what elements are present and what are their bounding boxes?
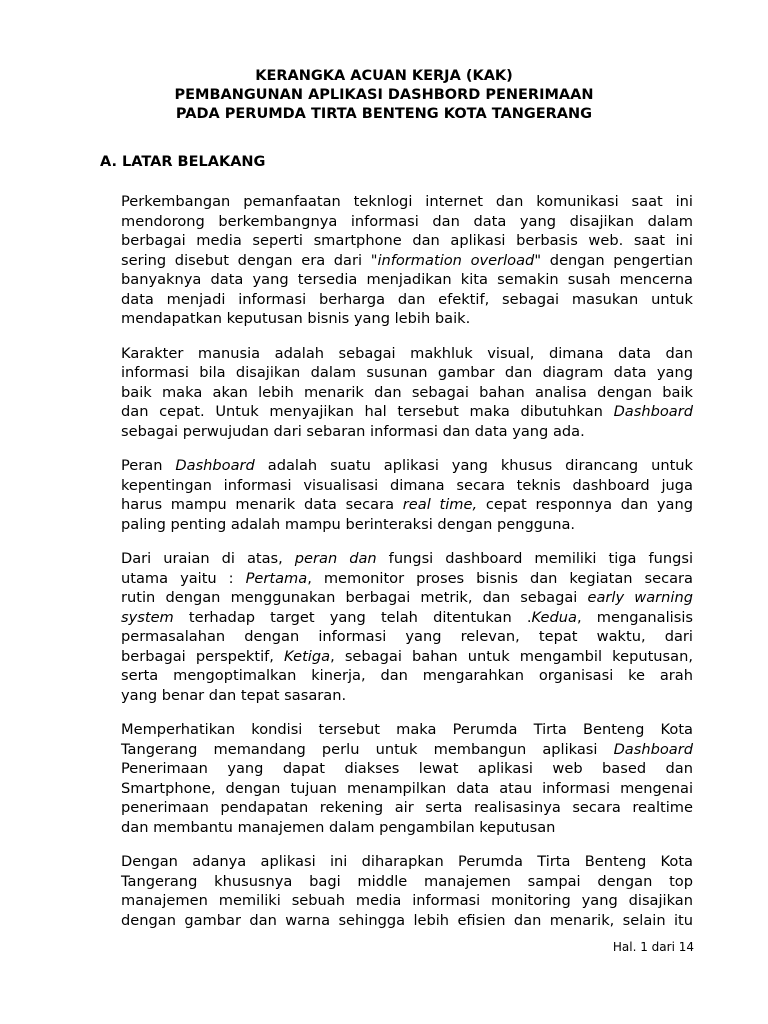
paragraph-line: serta mengoptimalkan kinerja, dan mengarahkan organisasi ke arah [121,667,693,684]
paragraph-line: utama yaitu : Pertama, memonitor proses bisnis dan kegiatan secara [121,569,693,587]
paragraph-line: sering disebut dengan era dari "information overload" dengan pengertian [121,251,694,269]
paragraph-line: system terhadap target yang telah ditentukan .Kedua, menganalisis [121,608,693,626]
paragraph-line: harus mampu menarik data secara real time, cepat responnya dan yang [121,496,693,513]
paragraph-2 [121,344,693,442]
paragraph-line: kepentingan informasi visualisasi dimana secara teknis dashboard juga [121,476,693,494]
paragraph-line: banyaknya data yang tersedia menjadikan kita semakin susah mencerna [121,271,693,288]
paragraph-line: permasalahan dengan informasi yang relevan, tepat waktu, dari [121,628,693,645]
paragraph-line: rutin dengan menggunakan berbagai metrik, dan sebagai early warning [121,589,693,606]
paragraph-line: Peran Dashboard adalah suatu aplikasi yang khusus dirancang untuk [121,457,693,474]
paragraph-4 [121,549,693,705]
paragraph-line: informasi bila disajikan dalam susunan gambar dan diagram data yang [121,364,693,381]
document-title [0,67,768,124]
paragraph-line: dan membantu manajemen dalam pengambilan keputusan [121,818,556,836]
paragraph-line: baik maka akan lebih menarik dan sebagai bahan analisa dengan baik [121,383,693,401]
paragraph-line: mendorong berkembangnya informasi dan data yang disajikan dalam [121,212,693,230]
title-line-1: KERANGKA ACUAN KERJA (KAK) [255,68,513,84]
body-text [121,192,693,945]
paragraph-1 [121,192,693,329]
paragraph-line: manajemen memiliki sebuah media informasi monitoring yang disajikan [121,892,693,909]
paragraph-line: Memperhatikan kondisi tersebut maka Perumda Tirta Benteng Kota [121,721,693,738]
title-line-3: PADA PERUMDA TIRTA BENTENG KOTA TANGERANG [175,106,593,122]
paragraph-3 [121,456,693,534]
paragraph-line: sebagai perwujudan dari sebaran informasi dan data yang ada. [121,422,585,440]
title-line-2: PEMBANGUNAN APLIKASI DASHBORD PENERIMAAN [174,87,594,103]
paragraph-line: Penerimaan yang dapat diakses lewat aplikasi web based dan [121,760,693,777]
paragraph-6 [121,852,693,930]
section-title: LATAR BELAKANG [122,154,266,170]
paragraph-line: Tangerang memandang perlu untuk membangun aplikasi Dashboard [121,740,693,758]
paragraph-line: Perkembangan pemanfaatan teknlogi internet dan komunikasi saat ini [121,193,693,210]
paragraph-line: yang benar dan tepat sasaran. [121,686,347,704]
paragraph-line: dengan gambar dan warna sehingga lebih efisien dan menarik, selain itu [121,911,693,929]
paragraph-line: berbagai perspektif, Ketiga, sebagai bahan untuk mengambil keputusan, [121,647,693,665]
section-heading [100,153,265,172]
paragraph-line: Dengan adanya aplikasi ini diharapkan Perumda Tirta Benteng Kota [121,853,693,870]
section-number: A. [100,154,117,170]
paragraph-line: Tangerang khususnya bagi middle manajemen sampai dengan top [121,872,693,890]
paragraph-line: Smartphone, dengan tujuan menampilkan data atau informasi mengenai [121,779,693,797]
paragraph-line: data menjadi informasi berharga dan efektif, sebagai masukan untuk [121,290,693,308]
page-number: Hal. 1 dari 14 [612,940,694,954]
paragraph-line: dan cepat. Untuk menyajikan hal tersebut maka dibutuhkan Dashboard [121,403,693,420]
paragraph-line: mendapatkan keputusan bisnis yang lebih baik. [121,310,471,327]
paragraph-line: Dari uraian di atas, peran dan fungsi dashboard memiliki tiga fungsi [121,550,694,567]
paragraph-line: berbagai media seperti smartphone dan aplikasi berbasis web. saat ini [121,232,693,249]
paragraph-line: penerimaan pendapatan rekening air serta realisasinya secara realtime [121,799,693,816]
paragraph-5 [121,720,693,837]
paragraph-line: paling penting adalah mampu berinteraksi dengan pengguna. [121,515,576,533]
paragraph-line: Karakter manusia adalah sebagai makhluk visual, dimana data dan [121,344,693,362]
